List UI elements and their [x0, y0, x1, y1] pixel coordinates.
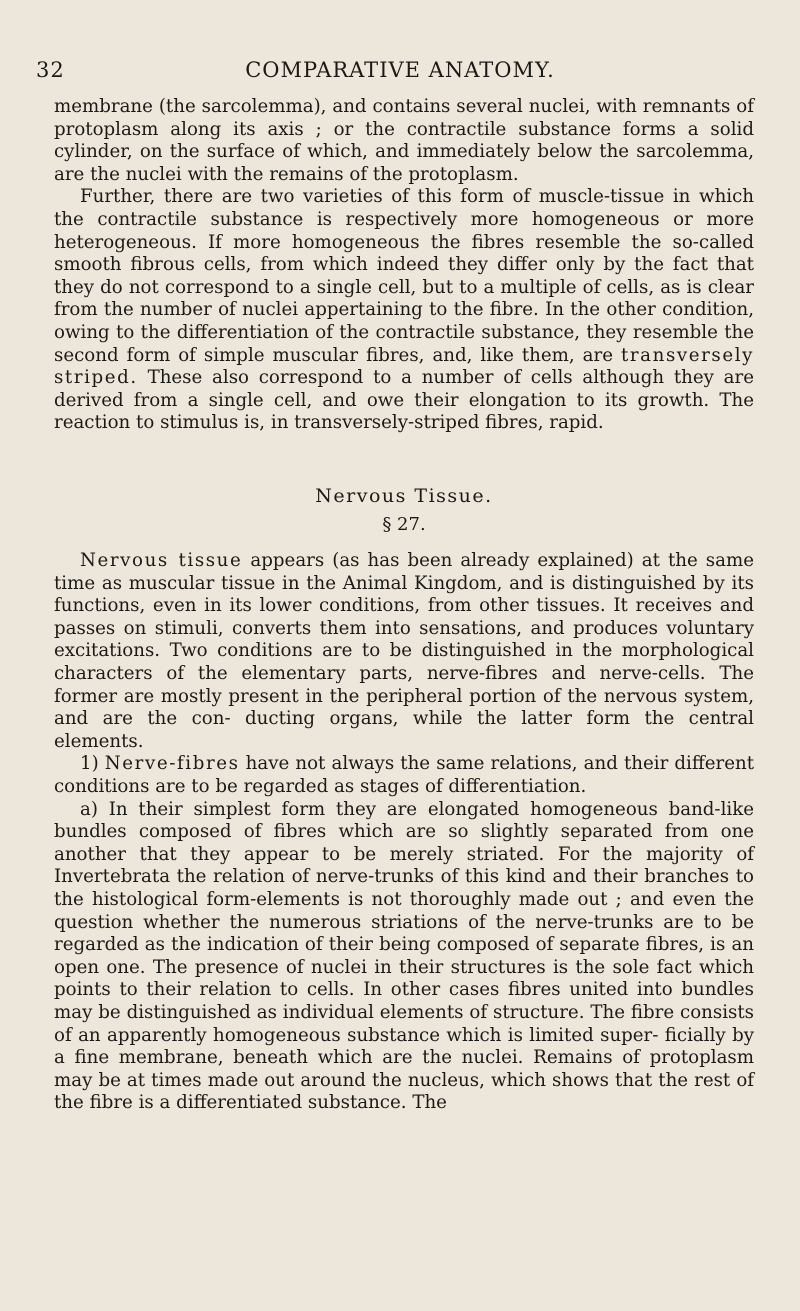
spaced-term-nerve-fibres: Nerve-fibres — [104, 753, 240, 775]
paragraph-sarcolemma: membrane (the sarcolemma), and contains several nuclei, with remnants of protoplasm along its axis ; or the contractile substance forms a solid cylinder, on the surface of which, and immediately below the sarcolemma, are the nuclei with the remains of the protoplasm. — [54, 96, 754, 185]
page-number: 32 — [36, 58, 65, 82]
paragraph-muscle-varieties-part-a: Further, there are two varieties of this form of muscle-tissue in which the contractile substance is respectively more homogeneous or more heterogeneous. If more homogeneous the fibres resemble the so-called smooth fibrous cells, from which indeed they differ only by the fact that they do not correspond to a single cell, but to a multiple of cells, as is clear from the number of nuclei appertaining to the fibre. In the other condition, owing to the differentiation of the contractile substance, they resemble the second form of simple muscular fibres, and, like them, are — [54, 186, 754, 366]
paragraph-simplest-form: a) In their simplest form they are elongated homogeneous band-like bundles composed of fibres which are so slightly separated from one another that they appear to be merely striated. For the majority of Invertebrata the relation of nerve-trunks of this kind and their branches to the histological form-elements is not thoroughly made out ; and even the question whether the numerous striations of the nerve-trunks are to be regarded as the indication of their being composed of separate fibres, is an open one. The presence of nuclei in their structures is the sole fact which points to their relation to cells. In other cases fibres united into bundles may be distinguished as individual elements of structure. The fibre consists of an apparently homogeneous substance which is limited super- ficially by a fine membrane, beneath which are the nuclei. Remains of protoplasm may be at times made out around the nucleus, which shows that the rest of the fibre is a differentiated substance. The — [54, 798, 754, 1114]
running-title: COMPARATIVE ANATOMY. — [245, 58, 555, 82]
section-number: § 27. — [382, 513, 426, 535]
section-heading: Nervous Tissue. — [315, 484, 493, 507]
paragraph-nervous-tissue — [54, 550, 754, 753]
body-text — [54, 96, 754, 1115]
paragraph-nerve-fibres-rest: have not always the same relations, and their different conditions are to be regarded as stages of differentiation. — [54, 753, 755, 798]
list-marker: 1) — [80, 753, 105, 775]
paragraph-muscle-varieties — [54, 186, 754, 435]
paragraph-nervous-tissue-rest: appears (as has been already explained) at the same time as muscular tissue in the Animal Kingdom, and is distinguished by its functions, even in its lower conditions, from other tissues. It receives and passes on stimuli, converts them into sensations, and produces voluntary excitations. Two conditions are to be distinguished in the morphological characters of the elementary parts, nerve-fibres and nerve-cells. The former are mostly present in the peripheral portion of the nervous system, and are the con- ducting organs, while the latter form the central elements. — [54, 550, 754, 752]
running-head — [36, 58, 764, 86]
paragraph-muscle-varieties-part-b: These also correspond to a number of cells although they are derived from a single cell, and owe their elongation to its growth. The reaction to stimulus is, in transversely-striped fibres, rapid. — [54, 367, 754, 434]
paragraph-nerve-fibres — [54, 753, 754, 798]
spaced-term-nervous-tissue: Nervous tissue — [80, 550, 243, 572]
spaced-term-transversely-striped: transversely striped. — [54, 344, 754, 389]
